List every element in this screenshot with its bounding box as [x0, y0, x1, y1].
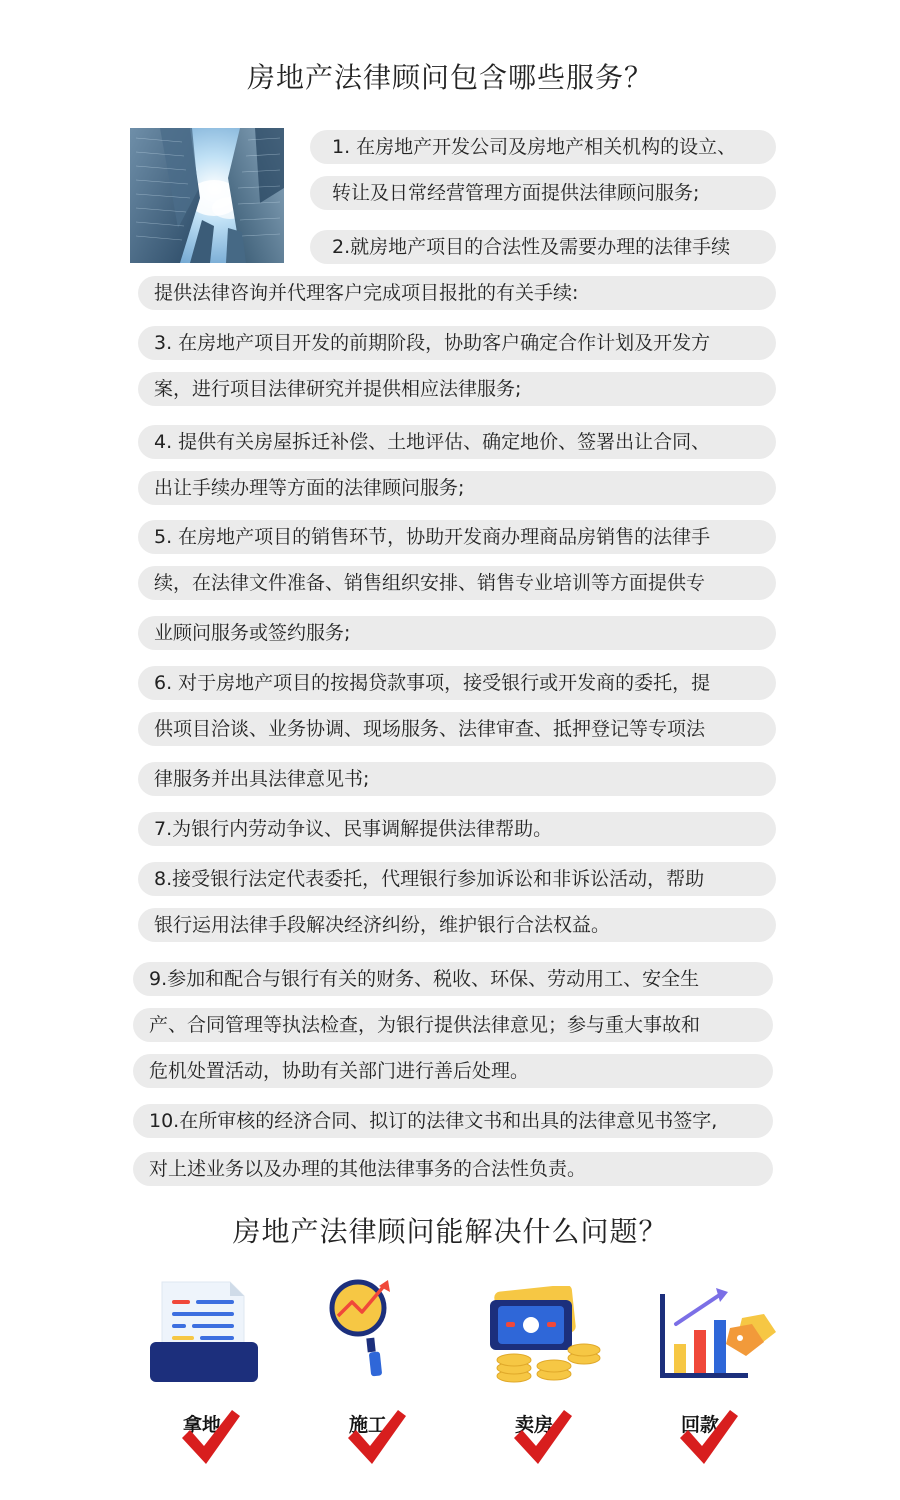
problem-label-construction: 施工 — [348, 1414, 387, 1436]
service-line: 供项目洽谈、业务协调、现场服务、法律审查、抵押登记等专项法 — [138, 712, 776, 746]
service-line: 7.为银行内劳动争议、民事调解提供法律帮助。 — [138, 812, 776, 846]
document-scanner-icon — [148, 1278, 260, 1388]
service-line: 3. 在房地产项目开发的前期阶段，协助客户确定合作计划及开发方 — [138, 326, 776, 360]
check-icon — [178, 1408, 242, 1470]
page-title: 房地产法律顾问包含哪些服务？ — [246, 61, 653, 94]
service-line: 银行运用法律手段解决经济纠纷，维护银行合法权益。 — [138, 908, 776, 942]
problem-label-payment: 回款 — [680, 1414, 719, 1436]
service-line: 6. 对于房地产项目的按揭贷款事项，接受银行或开发商的委托，提 — [138, 666, 776, 700]
service-line: 出让手续办理等方面的法律顾问服务; — [138, 471, 776, 505]
service-line: 5. 在房地产项目的销售环节，协助开发商办理商品房销售的法律手 — [138, 520, 776, 554]
check-icon — [510, 1408, 574, 1470]
growth-chart-tag-icon — [656, 1284, 780, 1386]
problem-label-sales: 卖房 — [514, 1414, 553, 1436]
skyscraper-photo — [130, 128, 284, 263]
problem-label-land: 拿地 — [182, 1414, 221, 1436]
service-line: 8.接受银行法定代表委托，代理银行参加诉讼和非诉讼活动，帮助 — [138, 862, 776, 896]
service-line: 律服务并出具法律意见书; — [138, 762, 776, 796]
service-line: 9.参加和配合与银行有关的财务、税收、环保、劳动用工、安全生 — [133, 962, 773, 996]
service-line: 4. 提供有关房屋拆迁补偿、土地评估、确定地价、签署出让合同、 — [138, 425, 776, 459]
section-title-problems: 房地产法律顾问能解决什么问题？ — [232, 1215, 668, 1248]
service-line: 业顾问服务或签约服务; — [138, 616, 776, 650]
service-line: 危机处置活动，协助有关部门进行善后处理。 — [133, 1054, 773, 1088]
check-icon — [344, 1408, 408, 1470]
service-line: 案，进行项目法律研究并提供相应法律服务; — [138, 372, 776, 406]
service-line: 产、合同管理等执法检查，为银行提供法律意见；参与重大事故和 — [133, 1008, 773, 1042]
magnifier-growth-icon — [326, 1276, 406, 1384]
service-line: 转让及日常经营管理方面提供法律顾问服务; — [310, 176, 776, 210]
service-line: 10.在所审核的经济合同、拟订的法律文书和出具的法律意见书签字, — [133, 1104, 773, 1138]
service-line: 1. 在房地产开发公司及房地产相关机构的设立、 — [310, 130, 776, 164]
cash-coins-icon — [486, 1286, 606, 1394]
service-line: 2.就房地产项目的合法性及需要办理的法律手续 — [310, 230, 776, 264]
check-icon — [676, 1408, 740, 1470]
service-line: 续，在法律文件准备、销售组织安排、销售专业培训等方面提供专 — [138, 566, 776, 600]
service-line: 对上述业务以及办理的其他法律事务的合法性负责。 — [133, 1152, 773, 1186]
service-line: 提供法律咨询并代理客户完成项目报批的有关手续: — [138, 276, 776, 310]
